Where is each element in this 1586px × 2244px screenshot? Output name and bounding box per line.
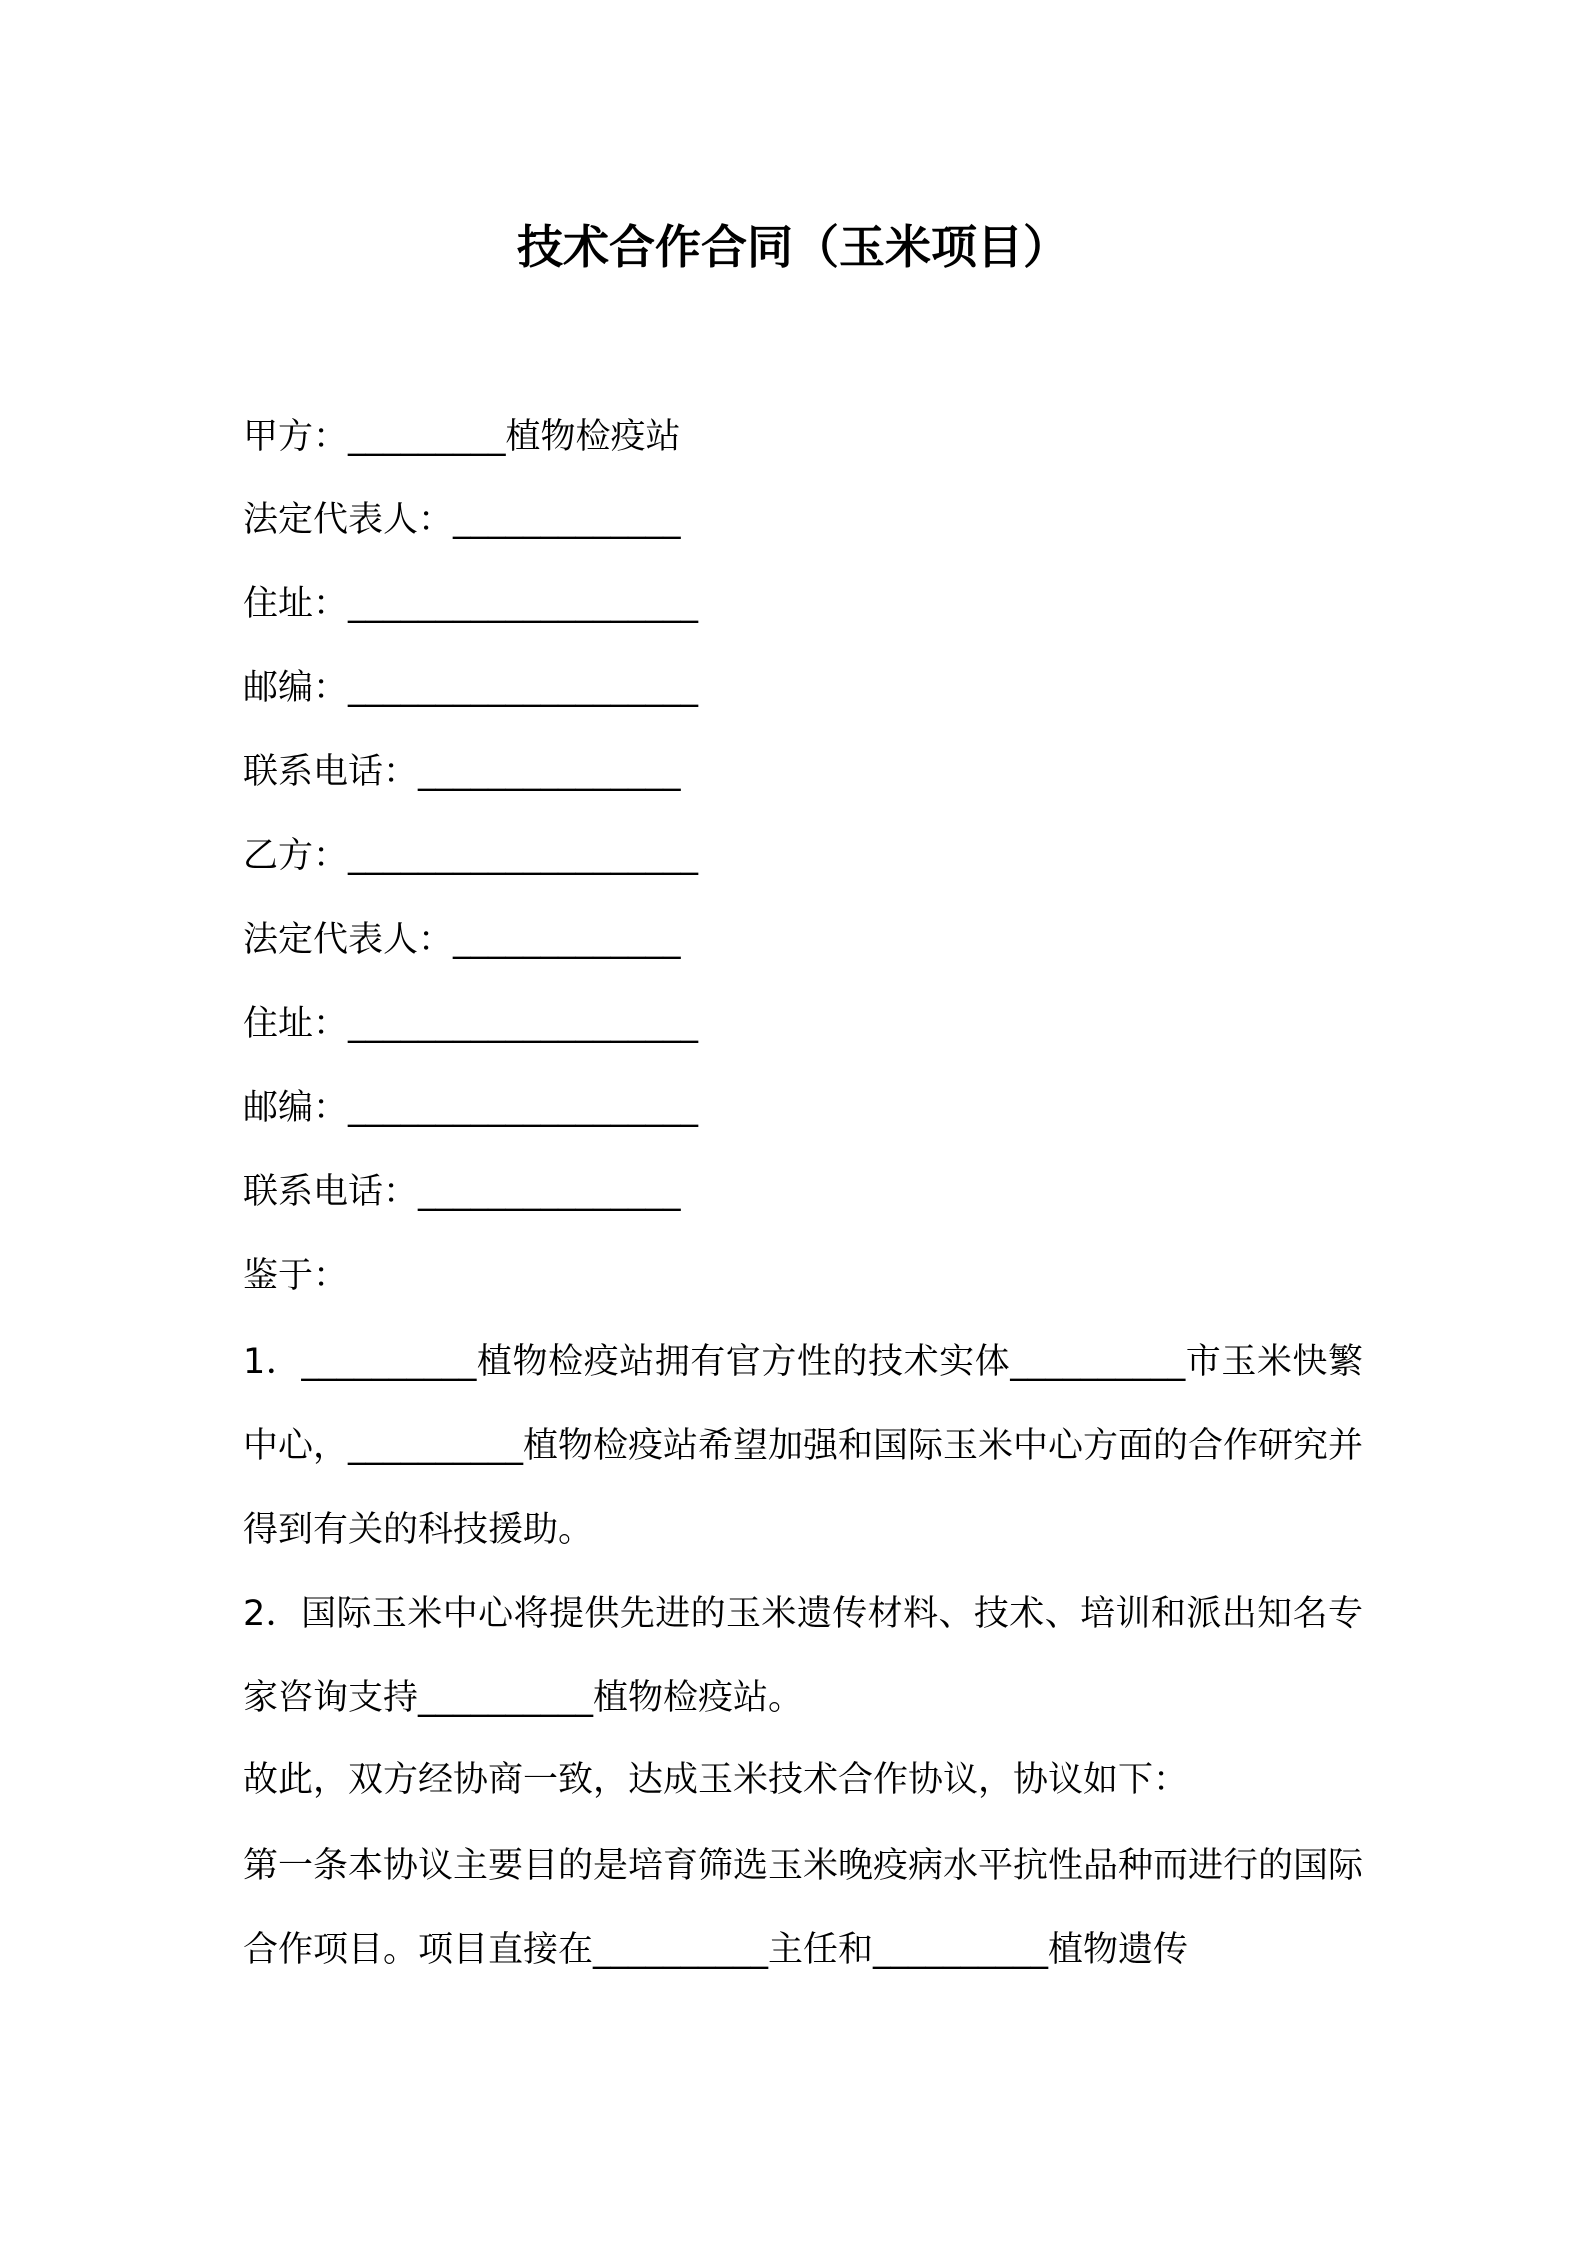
party-b-legal-rep: 法定代表人：_____________	[243, 920, 681, 960]
party-a-postcode: 邮编：____________________	[243, 668, 699, 708]
agreement-intro: 故此，双方经协商一致，达成玉米技术合作协议，协议如下：	[243, 1760, 1189, 1800]
party-b-phone: 联系电话：_______________	[243, 1172, 681, 1212]
whereas-clause-2: 2．国际玉米中心将提供先进的玉米遗传材料、技术、培训和派出知名专家咨询支持__________植物检疫站。	[243, 1594, 1363, 1718]
party-b-name: 乙方：____________________	[243, 836, 699, 876]
party-a-address: 住址：____________________	[243, 584, 699, 624]
whereas-clause-1: 1．__________植物检疫站拥有官方性的技术实体__________市玉米快繁中心，__________植物检疫站希望加强和国际玉米中心方面的合作研究并得到有关的科技援助。	[243, 1342, 1364, 1550]
party-b-postcode: 邮编：____________________	[243, 1088, 699, 1128]
party-a-name: 甲方：_________植物检疫站	[243, 417, 681, 457]
contract-title: 技术合作合同（玉米项目）	[517, 220, 1069, 274]
party-a-phone: 联系电话：_______________	[243, 752, 681, 792]
party-a-legal-rep: 法定代表人：_____________	[243, 500, 681, 540]
party-b-address: 住址：____________________	[243, 1004, 699, 1044]
article-1: 第一条本协议主要目的是培育筛选玉米晚疫病水平抗性品种而进行的国际合作项目。项目直接在__________主任和__________植物遗传	[243, 1846, 1364, 1970]
whereas-heading: 鉴于：	[243, 1256, 349, 1296]
